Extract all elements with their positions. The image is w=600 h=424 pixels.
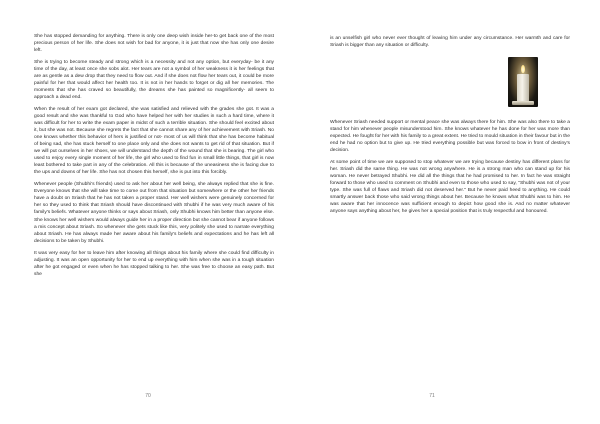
paragraph: She is trying to become steady and strong which is a necessity and not any option, but everyday- be it any time of the day, at least once she sobs alot. Her tears are not a symbol of her weakness it is her feelings that are as gentle as a dew drop that they need to flow out. And if she does not flow her tears out, it could be more painful for her that would affect her health too. It is not in her hands to forget or dig all her memories. The moments that she has craved so beautifully, the dreams she has painted so magnificently- all seem to approach a dead end. [34, 59, 274, 101]
paragraph: She has stopped demanding for anything. There is only one deep wish inside her-to get back one of the most precious person of her life. She does not wish for bad for anyone, it is just that now she has only one desire left. [34, 34, 274, 54]
page-number: 71 [429, 393, 435, 399]
paragraph: At some point of time we are supposed to stop whatever we are trying because destiny has different plans for her. Sriash did the same thing. He was not wrong anywhere. He is a strong man who can stand up for his woman. He never betrayed Shubhi. He did all the things that he had promised to her. In fact he was straight forward to those who used to comment on Shubhi and even to those who used to say, "Shubhi was not of your type. She was full of flaws and Sriash did not deserved her." But he never paid heed to anything. He could smartly answer back those who said wrong things about her. Because he knows what Shubhi was to him. He was aware that her innocence was sufficient enough to depict how good she is. And no matter whatever anyone says anything about her, he gives her a special position that is truly respectful and honoured. [330, 160, 570, 215]
candle-base [512, 101, 534, 105]
left-text-column [34, 33, 274, 282]
right-text-column [330, 35, 570, 220]
paragraph: It was very easy for her to leave him after knowing all things about his family where she could find difficulty in adjusting. It was an open opportunity for her to end up everything with him when she was in a tough situation after he got engaged or even when he has stopped talking to her. She was free to choose an easy path. But she [34, 250, 274, 277]
candle-image [508, 57, 538, 107]
paragraph: is an unselfish girl who never ever thought of leaving him under any circumstance. Her warmth and care for Sriash is bigger than any situation or difficulty. [330, 36, 570, 49]
paragraph: When the result of her exam got declared, she was satisfied and relieved with the grades she got. It was a good result and she was thankful to God who have helped her with her studies in such a hard time, where it was difficult for her to write the exam paper in midst of such a terrible situation. She should feel excited about it, but she was not. Because she regrets the fact that she cannot share any of her achievement with Sriash. No one knows whether this behavior of hers is justified or not- most of us will think that she has become habitual of being sad, she has stuck herself to one place only and she does not wants to get rid of that situation. But if we will put ourselves in her shoes, we will understand the depth of the wound that she is bearing. The girl who used to enjoy every single moment of her life, the girl who used to find fun in small little things, that girl is now least bothered to take part in any of the celebration. All this is because of the uneasiness she is facing due to the ups and downs of her life. She has not chosen this herself, she is put into this forcibly. [34, 107, 274, 176]
page-number: 70 [145, 393, 151, 399]
candle-body [517, 74, 529, 102]
paragraph: Whenever people (Shubhi's friends) used to ask her about her well being, she always replied that she is fine. Everyone knows that she will take time to come out from that situation but somewhere or the other her friends have a doubt on Sriash that he has not taken a proper stand. Her well wishers were genuinely concerned for her so they used to think that Sriash should have discontinued with Shubhi if he was very much aware of his family's beliefs. Whatever anyone thinks or says about Sriash, only Shubhi knows him better than anyone else. She knows her well wishers would always guide her in a proper direction but she cannot bear if anyone follows a mis concept about Sriash. So whenever she gets stuck like this, very politely she used to narrate everything about Sriash. He has always made her aware about his family's beliefs and expectations and he has left all decisions to be taken by Shubhi. [34, 182, 274, 244]
paragraph: Whenever Sriash needed support or mental peace she was always there for him. She was also there to take a stand for him whenever people misunderstood him. She knows whatever he has done for her was more than expected. He fought for her with his family to a great extent. He tried to mould situation in their favour but in the end he had no option but to give up. He tried everything possible but was forced to bow in front of destiny's decision. [330, 120, 570, 154]
candle-flame [521, 65, 525, 73]
right-page [300, 0, 600, 424]
